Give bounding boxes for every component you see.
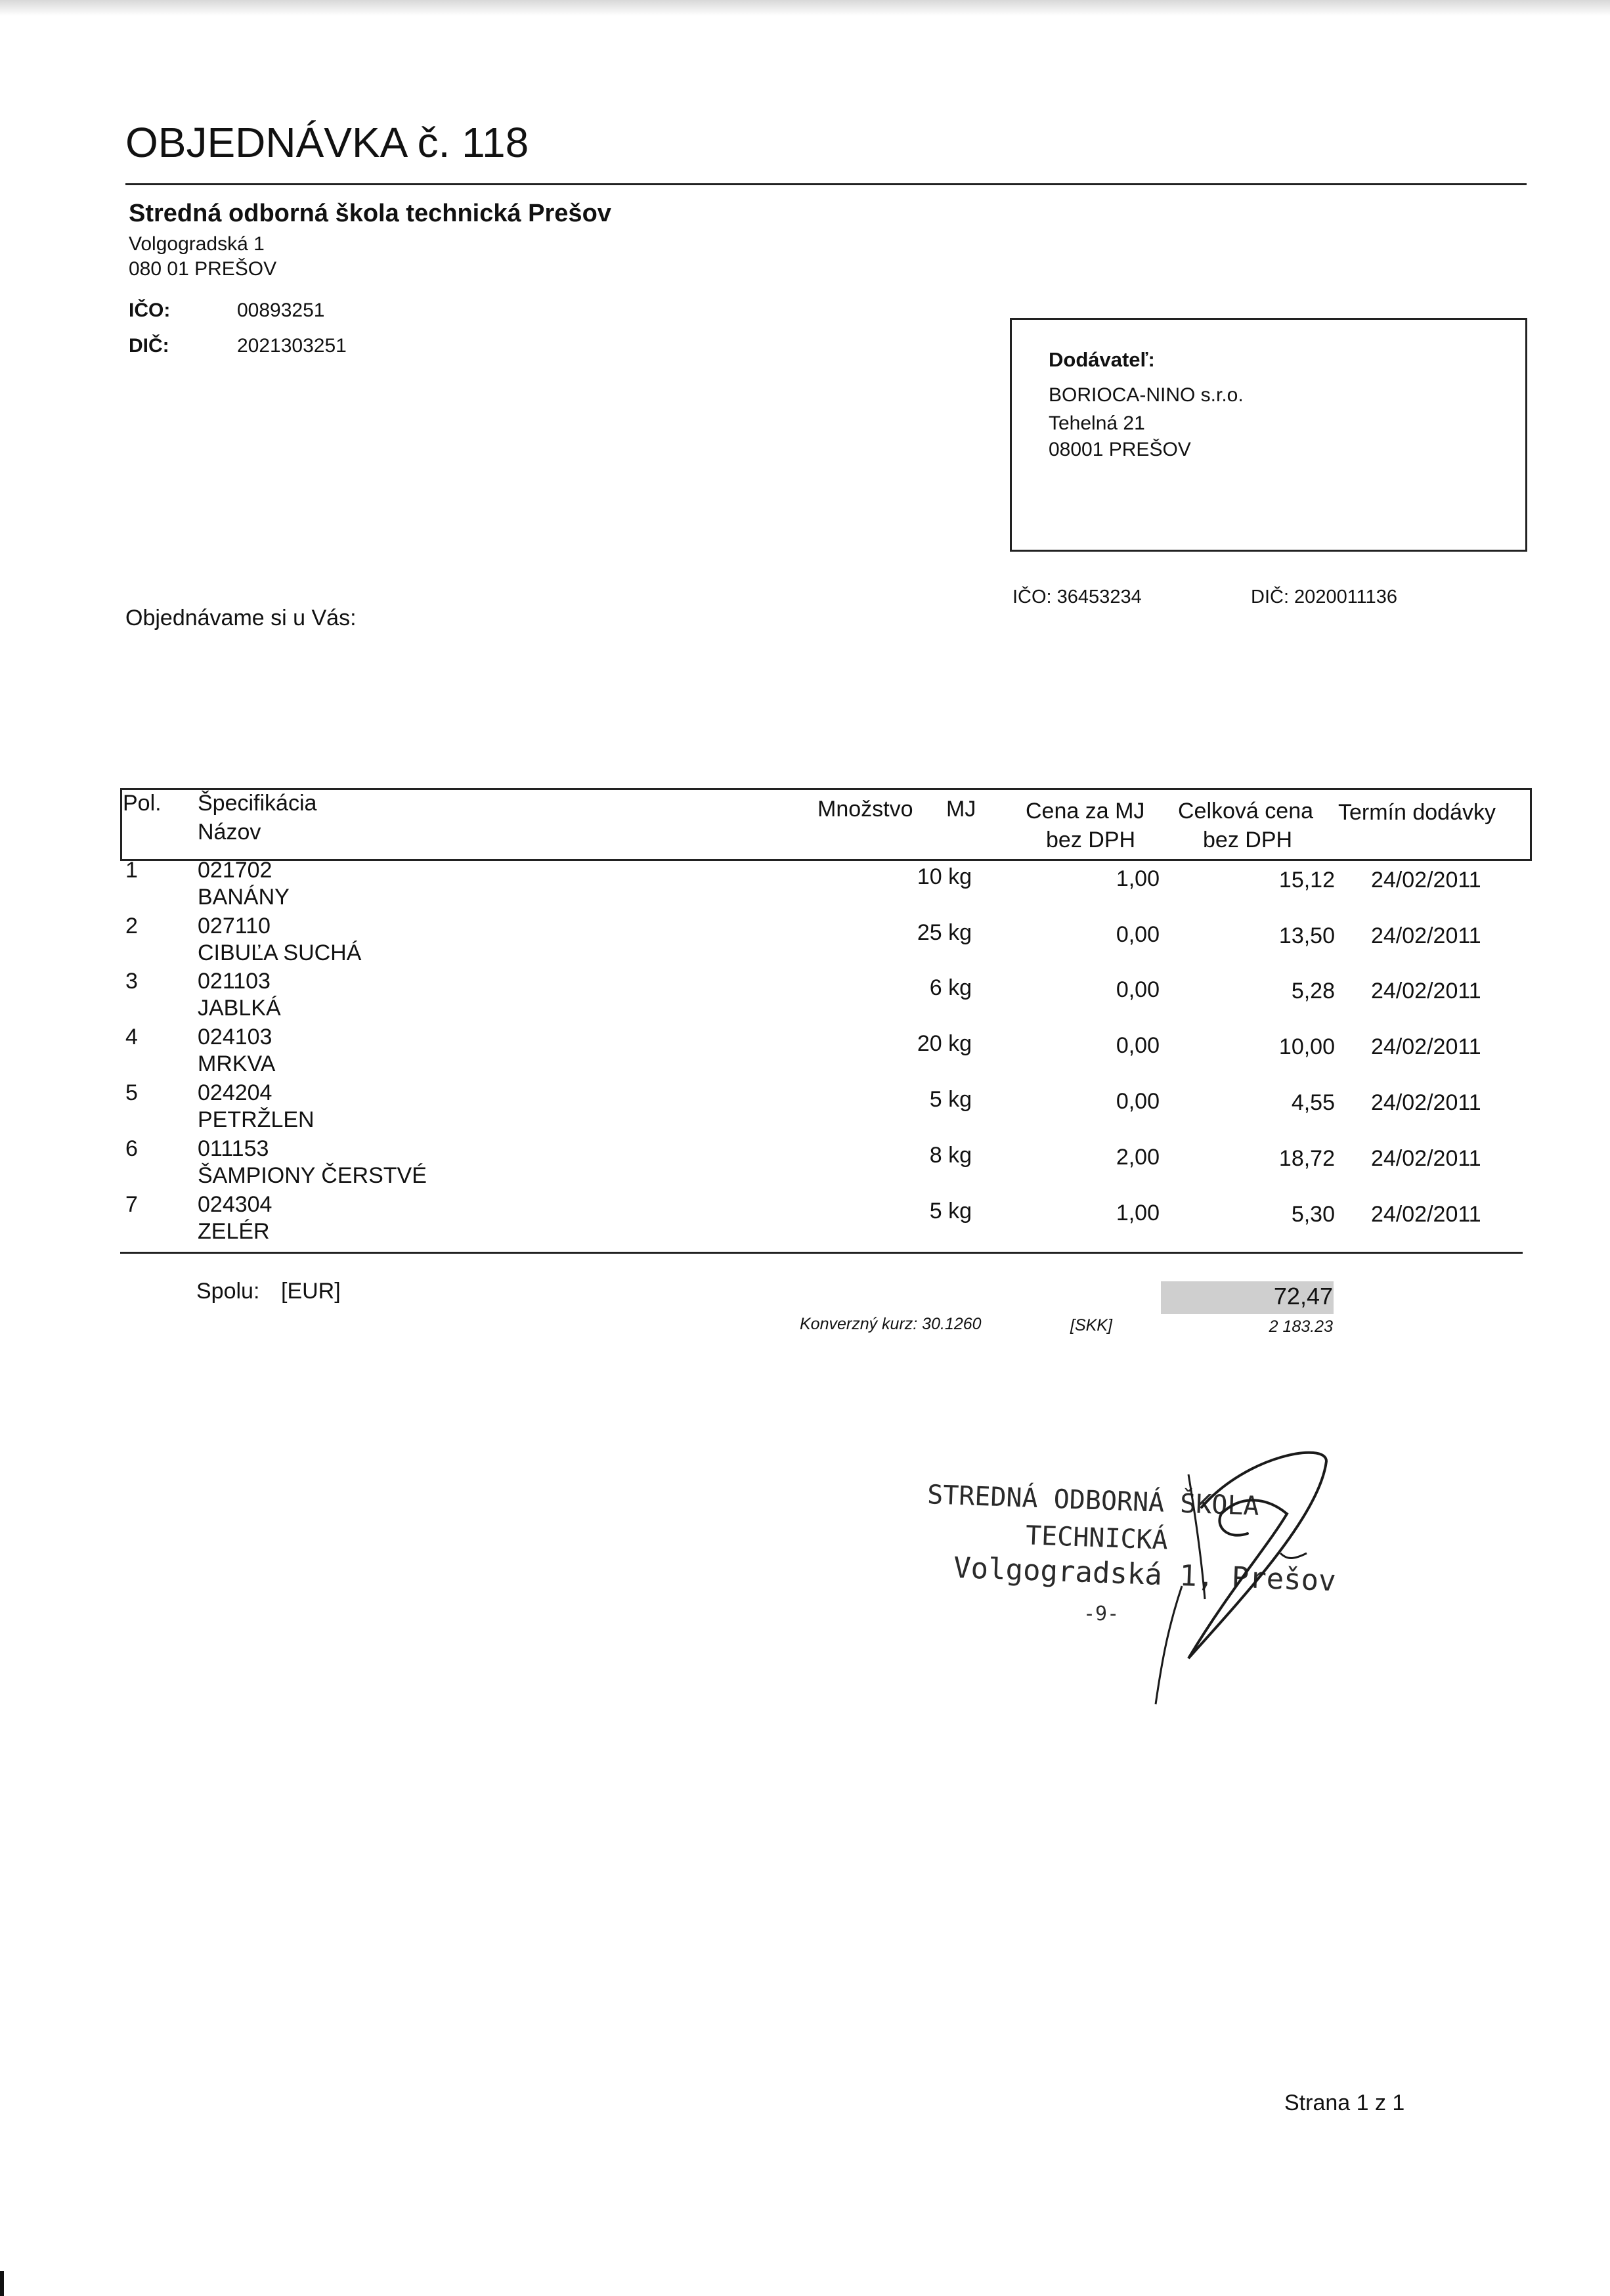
- row-name: JABLKÁ: [198, 996, 281, 1021]
- row-name: ŠAMPIONY ČERSTVÉ: [198, 1163, 427, 1188]
- header-mnozstvo: Množstvo: [817, 797, 913, 822]
- row-code: 024204: [198, 1080, 272, 1105]
- row-unit-price: 0,00: [1116, 977, 1160, 1002]
- row-qty: 20 kg: [917, 1031, 972, 1056]
- row-qty: 10 kg: [917, 864, 972, 889]
- header-mj: MJ: [946, 797, 976, 822]
- row-date: 24/02/2011: [1371, 868, 1481, 893]
- row-qty: 5 kg: [929, 1087, 972, 1112]
- row-code: 024304: [198, 1192, 272, 1217]
- row-qty: 8 kg: [929, 1143, 972, 1168]
- buyer-dic-label: DIČ:: [129, 335, 169, 357]
- table-bottom-rule: [120, 1252, 1523, 1254]
- row-code: 021103: [198, 969, 271, 994]
- buyer-dic-value: 2021303251: [237, 335, 347, 357]
- scan-edge-shadow: [0, 0, 1610, 16]
- buyer-ico-value: 00893251: [237, 299, 325, 321]
- row-total: 5,30: [1291, 1202, 1335, 1227]
- stamp-line-4: -9-: [1083, 1602, 1120, 1625]
- row-pol: 6: [125, 1136, 138, 1161]
- header-termin: Termín dodávky: [1338, 800, 1496, 825]
- total-eur: 72,47: [1273, 1283, 1333, 1310]
- scan-mark: [0, 2271, 4, 2296]
- row-name: BANÁNY: [198, 885, 290, 910]
- supplier-street: Tehelná 21: [1049, 412, 1145, 434]
- row-date: 24/02/2011: [1371, 1090, 1481, 1115]
- supplier-name: BORIOCA-NINO s.r.o.: [1049, 384, 1244, 406]
- row-pol: 5: [125, 1080, 138, 1105]
- row-date: 24/02/2011: [1371, 1202, 1481, 1227]
- row-total: 5,28: [1291, 979, 1335, 1004]
- row-unit-price: 0,00: [1116, 1089, 1160, 1114]
- stamp-line-2: TECHNICKÁ: [1025, 1520, 1169, 1556]
- header-cena-mj-sub: bez DPH: [1046, 828, 1136, 852]
- row-qty: 6 kg: [929, 975, 972, 1000]
- row-pol: 2: [125, 914, 138, 938]
- buyer-ico-label: IČO:: [129, 299, 171, 321]
- row-total: 18,72: [1278, 1146, 1335, 1171]
- row-pol: 4: [125, 1025, 138, 1049]
- row-name: MRKVA: [198, 1051, 276, 1076]
- page-number: Strana 1 z 1: [1284, 2090, 1405, 2115]
- row-date: 24/02/2011: [1371, 1146, 1481, 1171]
- row-unit-price: 2,00: [1116, 1145, 1160, 1170]
- title-divider: [125, 183, 1527, 185]
- page-title: OBJEDNÁVKA č. 118: [125, 119, 529, 166]
- row-unit-price: 1,00: [1116, 866, 1160, 891]
- buyer-city: 080 01 PREŠOV: [129, 258, 277, 280]
- stamp-line-1: STREDNÁ ODBORNÁ ŠKOLA: [926, 1480, 1260, 1522]
- total-skk: 2 183.23: [1269, 1317, 1333, 1336]
- row-pol: 7: [125, 1192, 138, 1217]
- row-unit-price: 0,00: [1116, 922, 1160, 947]
- row-code: 027110: [198, 914, 271, 938]
- supplier-city: 08001 PREŠOV: [1049, 439, 1191, 460]
- row-total: 15,12: [1278, 868, 1335, 893]
- row-date: 24/02/2011: [1371, 979, 1481, 1004]
- row-pol: 3: [125, 969, 138, 994]
- conversion-rate: Konverzný kurz: 30.1260: [800, 1315, 982, 1333]
- row-date: 24/02/2011: [1371, 1034, 1481, 1059]
- row-name: ZELÉR: [198, 1219, 270, 1244]
- row-unit-price: 1,00: [1116, 1201, 1160, 1225]
- row-total: 10,00: [1278, 1034, 1335, 1059]
- row-unit-price: 0,00: [1116, 1033, 1160, 1058]
- row-name: CIBUĽA SUCHÁ: [198, 940, 362, 965]
- row-code: 024103: [198, 1025, 272, 1049]
- row-qty: 5 kg: [929, 1199, 972, 1224]
- row-date: 24/02/2011: [1371, 923, 1481, 948]
- row-total: 4,55: [1291, 1090, 1335, 1115]
- row-code: 021702: [198, 858, 272, 883]
- signature: [1090, 1435, 1339, 1711]
- total-label: Spolu:: [196, 1279, 260, 1304]
- supplier-dic: DIČ: 2020011136: [1251, 586, 1398, 607]
- header-celkova-sub: bez DPH: [1203, 828, 1293, 852]
- buyer-street: Volgogradská 1: [129, 233, 265, 255]
- buyer-name: Stredná odborná škola technická Prešov: [129, 200, 611, 227]
- row-code: 011153: [198, 1136, 269, 1161]
- row-total: 13,50: [1278, 923, 1335, 948]
- order-intro: Objednávame si u Vás:: [125, 606, 357, 630]
- total-currency: [EUR]: [281, 1279, 341, 1304]
- stamp-line-3: Volgogradská 1, Prešov: [953, 1551, 1337, 1599]
- header-nazov: Názov: [198, 820, 261, 845]
- header-pol: Pol.: [123, 791, 162, 816]
- supplier-heading: Dodávateľ:: [1049, 348, 1155, 371]
- header-spec: Špecifikácia: [198, 791, 317, 816]
- row-qty: 25 kg: [917, 920, 972, 945]
- row-pol: 1: [125, 858, 138, 883]
- row-name: PETRŽLEN: [198, 1107, 315, 1132]
- header-celkova: Celková cena: [1178, 799, 1314, 824]
- skk-label: [SKK]: [1070, 1316, 1112, 1335]
- supplier-ico: IČO: 36453234: [1012, 586, 1142, 607]
- header-cena-mj: Cena za MJ: [1026, 799, 1145, 824]
